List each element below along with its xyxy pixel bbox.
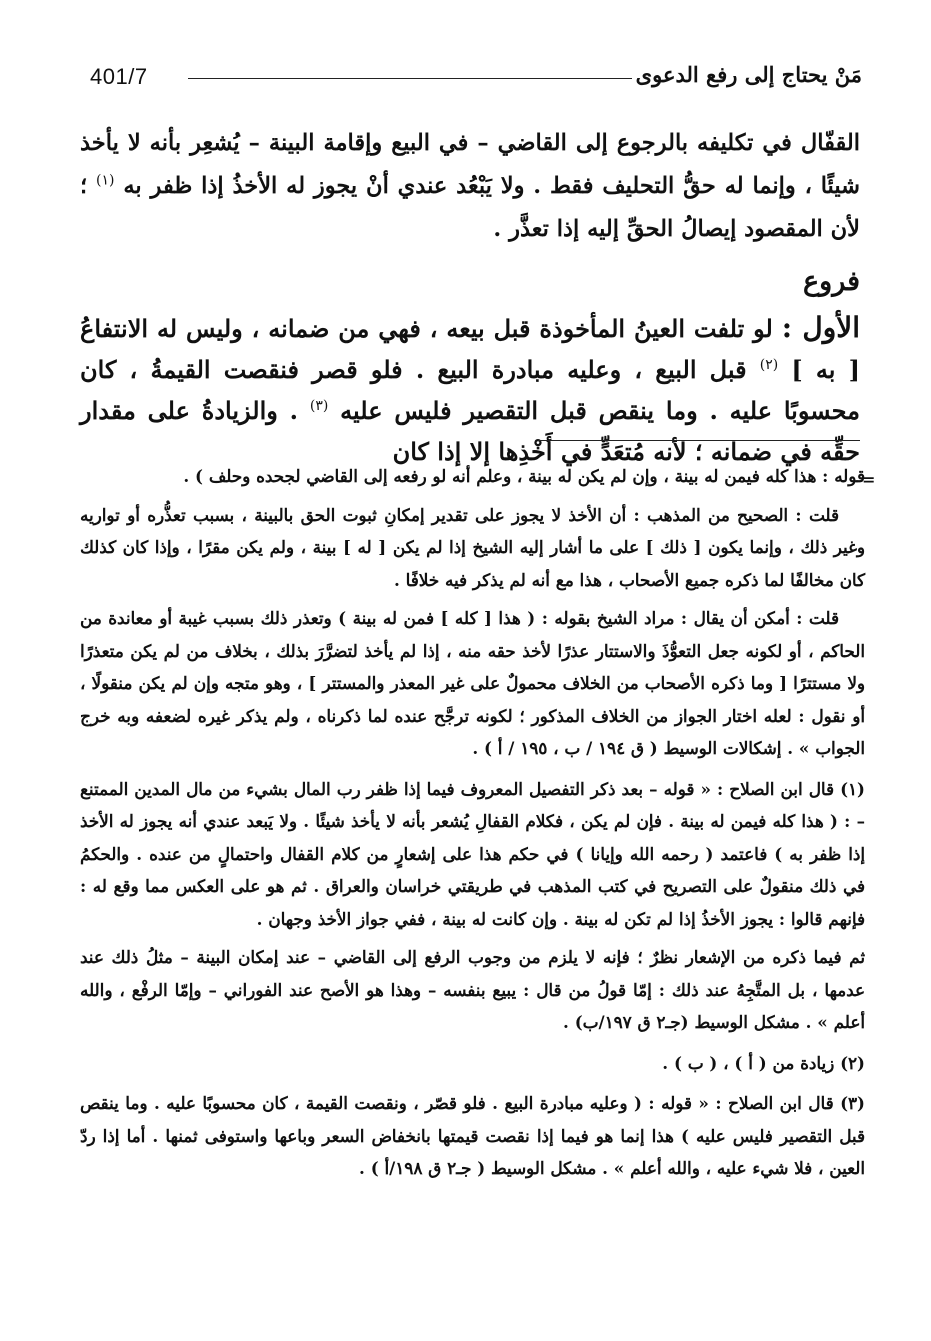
footnotes <box>80 460 865 1191</box>
footnote-separator <box>538 440 860 441</box>
paragraph-1-tail: ؛ لأن المقصود إيصالُ الحقِّ إليه إذا تعذَّر . <box>80 173 860 242</box>
footnote-2: (٢) زيادة من ( أ ) ، ( ب ) . <box>662 1052 865 1073</box>
footnote-ref-2: (٢) <box>759 357 779 373</box>
running-title: مَنْ يحتاج إلى رفع الدعوى <box>635 62 862 87</box>
header-rule <box>188 78 632 79</box>
paragraph-2-text-a: لو تلفت العينُ المأخوذة قبل بيعه ، فهي من ضمانه ، وليس له الانتفاعُ [ به ] <box>80 314 861 384</box>
running-header <box>90 64 862 94</box>
footnote-3: (٣) قال ابن الصلاح : « قوله : ( وعليه مبادرة البيع . فلو قصّر ، ونقصت القيمة ، كان محسوبًا عليه . وما ينقص قبل التقصير فليس عليه ) هذا إنما هو فيما إذا نقصت قيمتها بانخفاض السعر وباعها واستوفى ثمنها . أما إذا ردّ العين ، فلا شيء عليه ، والله أعلم » . مشكل الوسيط ( جـ٢ ق ١٩٨/أ ) . <box>80 1093 865 1178</box>
footnote-continued-line: قوله : هذا كله فيمن له بينة ، وإن لم يكن له بينة ، وعلم أنه لو رفعه إلى القاضي لجحده وحلف ) . <box>183 466 865 486</box>
footnote-continued-p1: قلت : الصحيح من المذهب : أن الأخذ لا يجوز على تقدير إمكانِ ثبوت الحق بالبينة ، بسبب تعذُّره أو تواريه وغير ذلك ، وإنما يكون [ ذلك ] على ما أشار إليه الشيخ إذا لم يكن [ له ] بينة ، ولم يكن مقرًا ، وإذا كان كذلك كان مخالفًا لما ذكره جميع الأصحاب ، هذا مع أنه لم يذكر فيه خلافًا . <box>80 504 865 590</box>
paragraph-2-text-c: . والزيادةُ على مقدار حقِّه في ضمانه ؛ لأنه مُتعَدٍّ في أَخْذِها إلا إذا كان <box>80 396 860 466</box>
paragraph-2 <box>80 307 860 472</box>
paragraph-1-text: القفّال في تكليفه بالرجوع إلى القاضي – في البيع وإقامة البينة – يُشعِر بأنه لا يأخذ شيئًا ، وإنما له حقُّ التحليف فقط . ولا يَبْعُد عندي أنْ يجوز له الأخذُ إذا ظفر به <box>80 130 860 199</box>
footnote-continued-p2: قلت : أمكن أن يقال : مراد الشيخ بقوله : ( هذا [ كله ] فمن له بينة ) وتعذر ذلك بسبب غيبة أو معاندة من الحاكم ، أو لكونه جعل التعوُّذَ والاستتار عذرًا لأخذ حقه منه ، إذا لم يأخذ لتضرَّرَ بذلك ، بخلاف من لم يكن متعذرًا ولا مستترًا [ وما ذكره الأصحاب من الخلاف محمولٌ على غير المعذر والمستتر ] ، وهو متجه وإن لم يكن منقولًا ، أو نقول : لعله اختار الجواز من الخلاف المذكور ؛ لكونه ترجَّح عنده لما ذكرناه ، ولم يذكر غيره لضعفه وبه خرج الجواب » . إشكالات الوسيط ( ق ١٩٤ / ب ، ١٩٥ / أ ) . <box>80 608 865 758</box>
main-text <box>80 122 860 472</box>
footnote-ref-1: (١) <box>96 172 115 189</box>
paragraph-2-text-b: قبل البيع ، وعليه مبادرة البيع . فلو قصر فنقصت القيمةُ ، كان محسوبًا عليه . وما ينقص قبل التقصير فليس عليه <box>80 355 861 425</box>
footnote-ref-3: (٣) <box>309 398 329 414</box>
footnote-1-p2: ثم فيما ذكره من الإشعار نظرٌ ؛ فإنه لا يلزم من وجوب الرفع إلى القاضي – عند إمكان البينة – مثلُ ذلك عند عدمها ، بل المتَّجِهُ عند ذلك : إمّا قولُ من قال : يبيع بنفسه – وهذا هو الأصح عند الفوراني – وإمّا الرفْع ، والله أعلم » . مشكل الوسيط (جـ٢ ق ١٩٧/ب) . <box>80 947 865 1032</box>
section-heading: فروع <box>803 266 860 297</box>
paragraph-2-lead: الأول : <box>781 311 860 344</box>
footnote-1-p1: (١) قال ابن الصلاح : « قوله – بعد ذكر التفصيل المعروف فيما إذا ظفر رب المال بشيء من مال المدين الممتنع – : ( هذا كله فيمن له بينة . فإن لم يكن ، فكلام القفالِ يُشعر بأنه لا يأخذ شيئًا . ولا يَبعد عندي أنه يجوز له الأخذ إذا ظفر به ) فاعتمد ( رحمه الله وإيانا ) في حكم هذا على إشعارٍ من كلام القفال واحتمالٍ من عنده . والحكمُ في ذلك منقولٌ على التصريح في كتب المذهب في طريقتي خراسان والعراق . ثم هو على العكس مما وقع له : فإنهم قالوا : يجوز الأخذُ إذا لم تكن له بينة . وإن كانت له بينة ، ففي جواز الأخذ وجهان . <box>80 778 865 929</box>
continuation-mark: = <box>862 470 876 489</box>
paragraph-1 <box>80 122 860 251</box>
page-number: 401/7 <box>90 64 148 89</box>
